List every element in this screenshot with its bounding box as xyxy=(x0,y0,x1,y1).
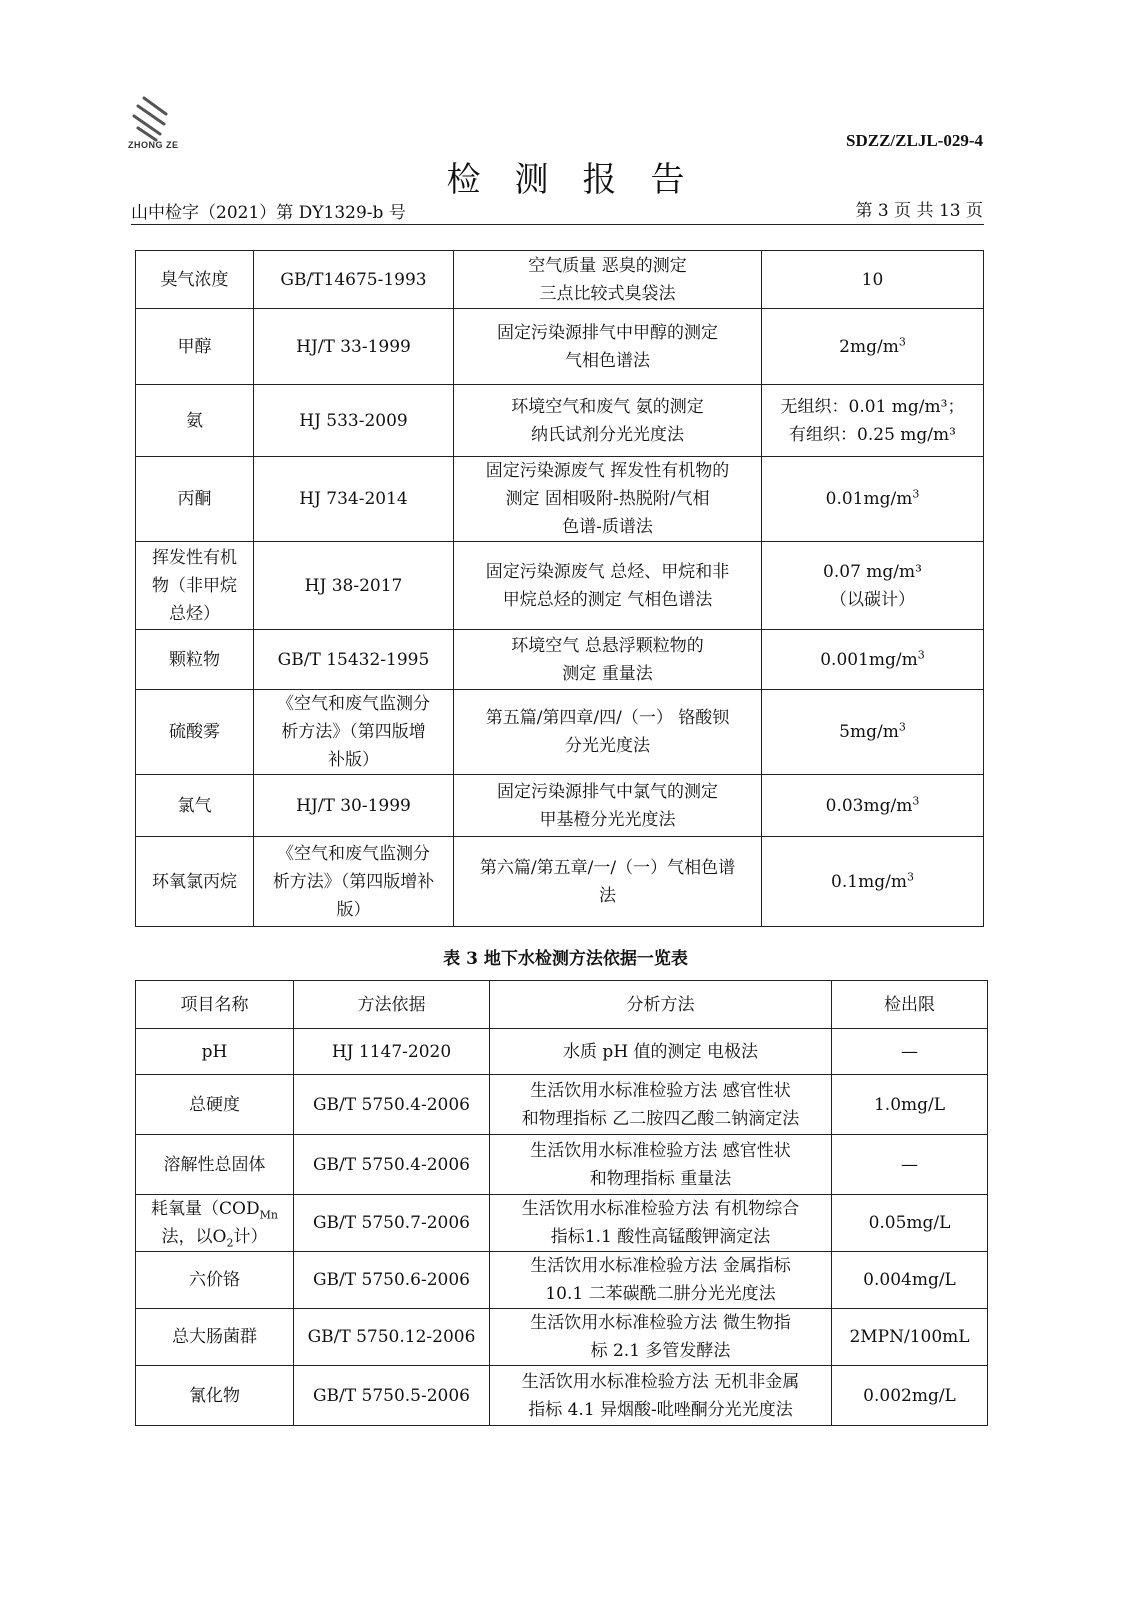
item-name-cell: pH xyxy=(136,1029,294,1075)
method-basis-cell: HJ/T 33-1999 xyxy=(254,309,454,385)
analysis-method-cell: 生活饮用水标准检验方法 金属指标 10.1 二苯碳酰二肼分光光度法 xyxy=(490,1252,832,1309)
method-basis-cell: HJ 38-2017 xyxy=(254,542,454,630)
item-name-cell: 硫酸雾 xyxy=(136,690,254,775)
analysis-method-cell: 固定污染源排气中氯气的测定 甲基橙分光光度法 xyxy=(454,775,762,837)
table-row xyxy=(136,1366,988,1426)
method-basis-cell: GB/T 5750.7-2006 xyxy=(294,1195,490,1252)
method-basis-cell: 《空气和废气监测分 析方法》（第四版增 补版） xyxy=(254,690,454,775)
groundwater-method-table xyxy=(135,980,988,1426)
table-row xyxy=(136,775,984,837)
item-name-cell: 六价铬 xyxy=(136,1252,294,1309)
item-name-cell: 环氧氯丙烷 xyxy=(136,837,254,927)
item-name-cell: 氰化物 xyxy=(136,1366,294,1426)
table-row xyxy=(136,1252,988,1309)
table-row xyxy=(136,542,984,630)
page-number: 第 3 页 共 13 页 xyxy=(855,201,983,221)
page-title: 检测报告 xyxy=(446,160,719,200)
header-divider xyxy=(131,224,984,225)
table-row xyxy=(136,309,984,385)
method-basis-cell: GB/T 15432-1995 xyxy=(254,630,454,690)
detection-limit-cell: $2mg/m^3$ xyxy=(762,309,984,385)
document-code: SDZZ/ZLJL-029-4 xyxy=(846,131,983,150)
analysis-method-cell: 生活饮用水标准检验方法 微生物指 标 2.1 多管发酵法 xyxy=(490,1309,832,1366)
detection-limit-cell: 无组织：0.01 mg/m³； 有组织：0.25 mg/m³ xyxy=(762,385,984,457)
detection-limit-cell: 0.002mg/L xyxy=(832,1366,988,1426)
method-basis-cell: GB/T 5750.12-2006 xyxy=(294,1309,490,1366)
air-method-table xyxy=(135,250,984,927)
item-name-cell: 甲醇 xyxy=(136,309,254,385)
item-name-cell: 丙酮 xyxy=(136,457,254,542)
header-analysis-method: 分析方法 xyxy=(490,981,832,1029)
table-row xyxy=(136,837,984,927)
method-basis-cell: HJ 1147-2020 xyxy=(294,1029,490,1075)
detection-limit-cell: $5mg/m^3$ xyxy=(762,690,984,775)
table-row xyxy=(136,630,984,690)
analysis-method-cell: 生活饮用水标准检验方法 感官性状 和物理指标 重量法 xyxy=(490,1135,832,1195)
item-name-cell: 颗粒物 xyxy=(136,630,254,690)
item-name-cell: 耗氧量（$COD_{Mn}$ 法，以$O_2$计） xyxy=(136,1195,294,1252)
table-caption: 表 3 地下水检测方法依据一览表 xyxy=(443,949,688,969)
analysis-method-cell: 固定污染源排气中甲醇的测定 气相色谱法 xyxy=(454,309,762,385)
detection-limit-cell: — xyxy=(832,1029,988,1075)
method-basis-cell: GB/T 5750.4-2006 xyxy=(294,1075,490,1135)
method-basis-cell: HJ/T 30-1999 xyxy=(254,775,454,837)
item-name-cell: 氯气 xyxy=(136,775,254,837)
item-name-cell: 溶解性总固体 xyxy=(136,1135,294,1195)
header-item-name: 项目名称 xyxy=(136,981,294,1029)
table-row xyxy=(136,385,984,457)
detection-limit-cell: $0.01mg/m^3$ xyxy=(762,457,984,542)
item-name-cell: 挥发性有机 物（非甲烷 总烃） xyxy=(136,542,254,630)
analysis-method-cell: 生活饮用水标准检验方法 有机物综合 指标1.1 酸性高锰酸钾滴定法 xyxy=(490,1195,832,1252)
report-number: 山中检字（2021）第 DY1329-b 号 xyxy=(131,203,406,223)
table-header-row xyxy=(136,981,988,1029)
header-method-basis: 方法依据 xyxy=(294,981,490,1029)
table-row xyxy=(136,251,984,309)
table-row xyxy=(136,1029,988,1075)
item-name-cell: 氨 xyxy=(136,385,254,457)
item-name-cell: 臭气浓度 xyxy=(136,251,254,309)
detection-limit-cell: $0.001mg/m^3$ xyxy=(762,630,984,690)
detection-limit-cell: 0.07 mg/m³ （以碳计） xyxy=(762,542,984,630)
method-basis-cell: 《空气和废气监测分 析方法》（第四版增补 版） xyxy=(254,837,454,927)
table-row xyxy=(136,457,984,542)
table-row xyxy=(136,1135,988,1195)
analysis-method-cell: 固定污染源废气 总烃、甲烷和非 甲烷总烃的测定 气相色谱法 xyxy=(454,542,762,630)
table-row xyxy=(136,1075,988,1135)
analysis-method-cell: 环境空气和废气 氨的测定 纳氏试剂分光光度法 xyxy=(454,385,762,457)
table-row xyxy=(136,1309,988,1366)
table-row xyxy=(136,690,984,775)
detection-limit-cell: 10 xyxy=(762,251,984,309)
detection-limit-cell: $0.03mg/m^3$ xyxy=(762,775,984,837)
method-basis-cell: HJ 734-2014 xyxy=(254,457,454,542)
analysis-method-cell: 第六篇/第五章/一/（一）气相色谱 法 xyxy=(454,837,762,927)
detection-limit-cell: 1.0mg/L xyxy=(832,1075,988,1135)
analysis-method-cell: 水质 pH 值的测定 电极法 xyxy=(490,1029,832,1075)
detection-limit-cell: — xyxy=(832,1135,988,1195)
logo-text: ZHONG ZE xyxy=(128,140,179,150)
method-basis-cell: GB/T 5750.6-2006 xyxy=(294,1252,490,1309)
item-name-cell: 总硬度 xyxy=(136,1075,294,1135)
method-basis-cell: GB/T 5750.4-2006 xyxy=(294,1135,490,1195)
analysis-method-cell: 生活饮用水标准检验方法 感官性状 和物理指标 乙二胺四乙酸二钠滴定法 xyxy=(490,1075,832,1135)
analysis-method-cell: 空气质量 恶臭的测定 三点比较式臭袋法 xyxy=(454,251,762,309)
detection-limit-cell: 2MPN/100mL xyxy=(832,1309,988,1366)
analysis-method-cell: 环境空气 总悬浮颗粒物的 测定 重量法 xyxy=(454,630,762,690)
method-basis-cell: HJ 533-2009 xyxy=(254,385,454,457)
detection-limit-cell: 0.05mg/L xyxy=(832,1195,988,1252)
method-basis-cell: GB/T14675-1993 xyxy=(254,251,454,309)
item-name-cell: 总大肠菌群 xyxy=(136,1309,294,1366)
detection-limit-cell: 0.004mg/L xyxy=(832,1252,988,1309)
analysis-method-cell: 第五篇/第四章/四/（一） 铬酸钡 分光光度法 xyxy=(454,690,762,775)
detection-limit-cell: $0.1mg/m^3$ xyxy=(762,837,984,927)
analysis-method-cell: 生活饮用水标准检验方法 无机非金属 指标 4.1 异烟酸-吡唑酮分光光度法 xyxy=(490,1366,832,1426)
method-basis-cell: GB/T 5750.5-2006 xyxy=(294,1366,490,1426)
table-row xyxy=(136,1195,988,1252)
header-detection-limit: 检出限 xyxy=(832,981,988,1029)
analysis-method-cell: 固定污染源废气 挥发性有机物的 测定 固相吸附-热脱附/气相 色谱-质谱法 xyxy=(454,457,762,542)
